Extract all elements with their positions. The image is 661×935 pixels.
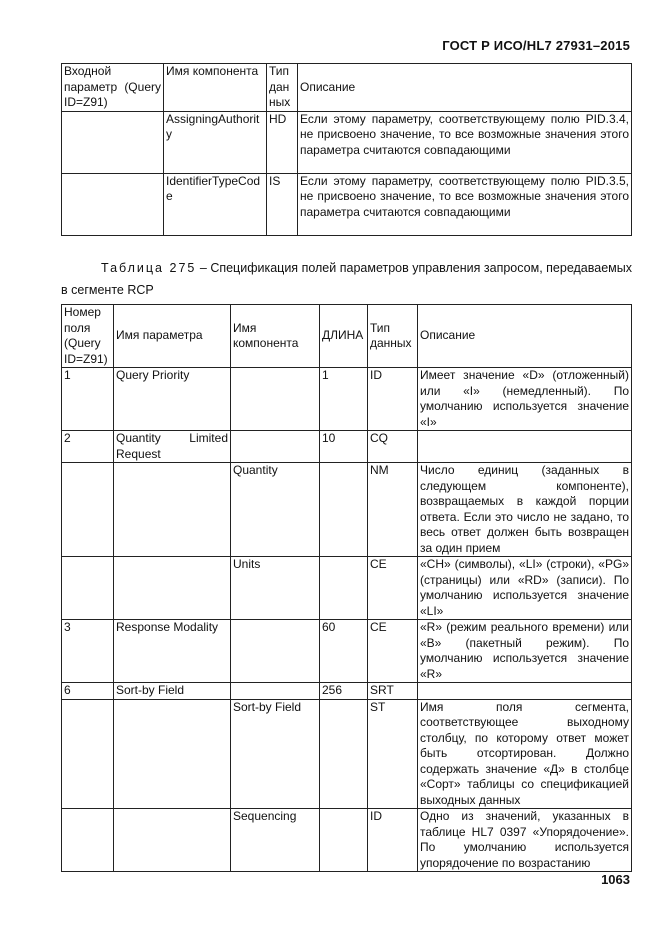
cell-description: [418, 683, 632, 700]
cell-field-number: 3: [62, 620, 114, 683]
cell-component: AssigningAuthority: [164, 111, 267, 173]
cell-data-type: NM: [368, 463, 418, 557]
cell-type: HD: [267, 111, 298, 173]
cell-data-type: SRT: [368, 683, 418, 700]
table-row: [62, 173, 632, 235]
column-header-description: Описание: [418, 305, 632, 368]
cell-field-number: 2: [62, 431, 114, 463]
cell-component-name: Units: [231, 557, 320, 620]
cell-description: Имя поля сегмента, соответствующее выходному столбцу, по которому ответ может быть отсортирован. Должно содержать значение «Д» в столбце «Сорт» таблицы со спецификацией выходных данных: [418, 699, 632, 809]
table-caption-dash: –: [199, 261, 207, 275]
cell-parameter-name: Query Priority: [114, 368, 231, 431]
cell-description: «R» (режим реального времени) или «B» (пакетный режим). По умолчанию используется значение «R»: [418, 620, 632, 683]
cell-component-name: [231, 431, 320, 463]
cell-parameter-name: Quantity Limited Request: [114, 431, 231, 463]
cell-type: IS: [267, 173, 298, 235]
page-number: 1063: [601, 872, 630, 887]
column-header-parameter-name: Имя параметра: [114, 305, 231, 368]
cell-data-type: CE: [368, 557, 418, 620]
cell-description: Если этому параметру, соответствующему полю PID.3.5, не присвоено значение, то все возможные значения этого параметра считаются совпадающими: [298, 173, 632, 235]
table-row: [62, 557, 632, 620]
column-header-data-type: Тип данных: [368, 305, 418, 368]
cell-description: [418, 431, 632, 463]
cell-length: 1: [320, 368, 368, 431]
cell-param: [62, 111, 164, 173]
cell-field-number: [62, 699, 114, 809]
table-row: [62, 620, 632, 683]
cell-description: Имеет значение «D» (отложенный) или «I» (немедленный). По умолчанию используется значение «I»: [418, 368, 632, 431]
cell-length: 10: [320, 431, 368, 463]
cell-parameter-name: [114, 557, 231, 620]
table-row: [62, 809, 632, 872]
cell-data-type: ID: [368, 368, 418, 431]
table-caption-label: Таблица 275: [101, 261, 197, 275]
cell-length: [320, 699, 368, 809]
document-code: ГОСТ Р ИСО/HL7 27931–2015: [442, 38, 630, 53]
cell-field-number: 6: [62, 683, 114, 700]
cell-parameter-name: Response Modality: [114, 620, 231, 683]
cell-component-name: Sequencing: [231, 809, 320, 872]
table-row: [62, 463, 632, 557]
table-caption: [61, 257, 632, 301]
table-row: [62, 683, 632, 700]
cell-description: «CH» (символы), «LI» (строки), «PG» (страницы) или «RD» (записи). По умолчанию используется значение «LI»: [418, 557, 632, 620]
cell-data-type: ID: [368, 809, 418, 872]
cell-data-type: ST: [368, 699, 418, 809]
cell-component-name: Quantity: [231, 463, 320, 557]
cell-parameter-name: [114, 809, 231, 872]
cell-parameter-name: [114, 699, 231, 809]
cell-parameter-name: [114, 463, 231, 557]
cell-component-name: [231, 683, 320, 700]
column-header-component: Имя компонента: [164, 64, 267, 112]
table-row: [62, 699, 632, 809]
cell-description: Одно из значений, указанных в таблице HL7 0397 «Упорядочение». По умолчанию используется упорядочение по возрастанию: [418, 809, 632, 872]
cell-component-name: Sort-by Field: [231, 699, 320, 809]
cell-description: Если этому параметру, соответствующему полю PID.3.4, не присвоено значение, то все возможные значения этого параметра считаются совпадающими: [298, 111, 632, 173]
column-header-length: ДЛИНА: [320, 305, 368, 368]
table-row: [62, 368, 632, 431]
cell-field-number: [62, 809, 114, 872]
query-control-parameters-table: [61, 304, 632, 872]
cell-component-name: [231, 368, 320, 431]
cell-field-number: 1: [62, 368, 114, 431]
cell-data-type: CQ: [368, 431, 418, 463]
cell-length: [320, 557, 368, 620]
table-header-row: [62, 64, 632, 112]
cell-length: [320, 809, 368, 872]
cell-component-name: [231, 620, 320, 683]
cell-data-type: CE: [368, 620, 418, 683]
cell-parameter-name: Sort-by Field: [114, 683, 231, 700]
cell-field-number: [62, 557, 114, 620]
cell-description: Число единиц (заданных в следующем компоненте), возвращаемых в каждой порции ответа. Если это число не задано, то весь ответ должен быть возвращен за один прием: [418, 463, 632, 557]
column-header-param: Входной параметр (Query ID=Z91): [62, 64, 164, 112]
input-parameters-table: [61, 63, 632, 236]
cell-length: 60: [320, 620, 368, 683]
column-header-field-number: Номер поля (Query ID=Z91): [62, 305, 114, 368]
cell-length: [320, 463, 368, 557]
table-row: [62, 431, 632, 463]
column-header-type: Тип данных: [267, 64, 298, 112]
table-caption-text: Спецификация полей параметров управления запросом, передаваемых в сегменте RCP: [61, 261, 632, 297]
cell-component: IdentifierTypeCode: [164, 173, 267, 235]
cell-param: [62, 173, 164, 235]
column-header-description: Описание: [298, 64, 632, 112]
column-header-component-name: Имя компонента: [231, 305, 320, 368]
table-header-row: [62, 305, 632, 368]
cell-field-number: [62, 463, 114, 557]
table-row: [62, 111, 632, 173]
cell-length: 256: [320, 683, 368, 700]
